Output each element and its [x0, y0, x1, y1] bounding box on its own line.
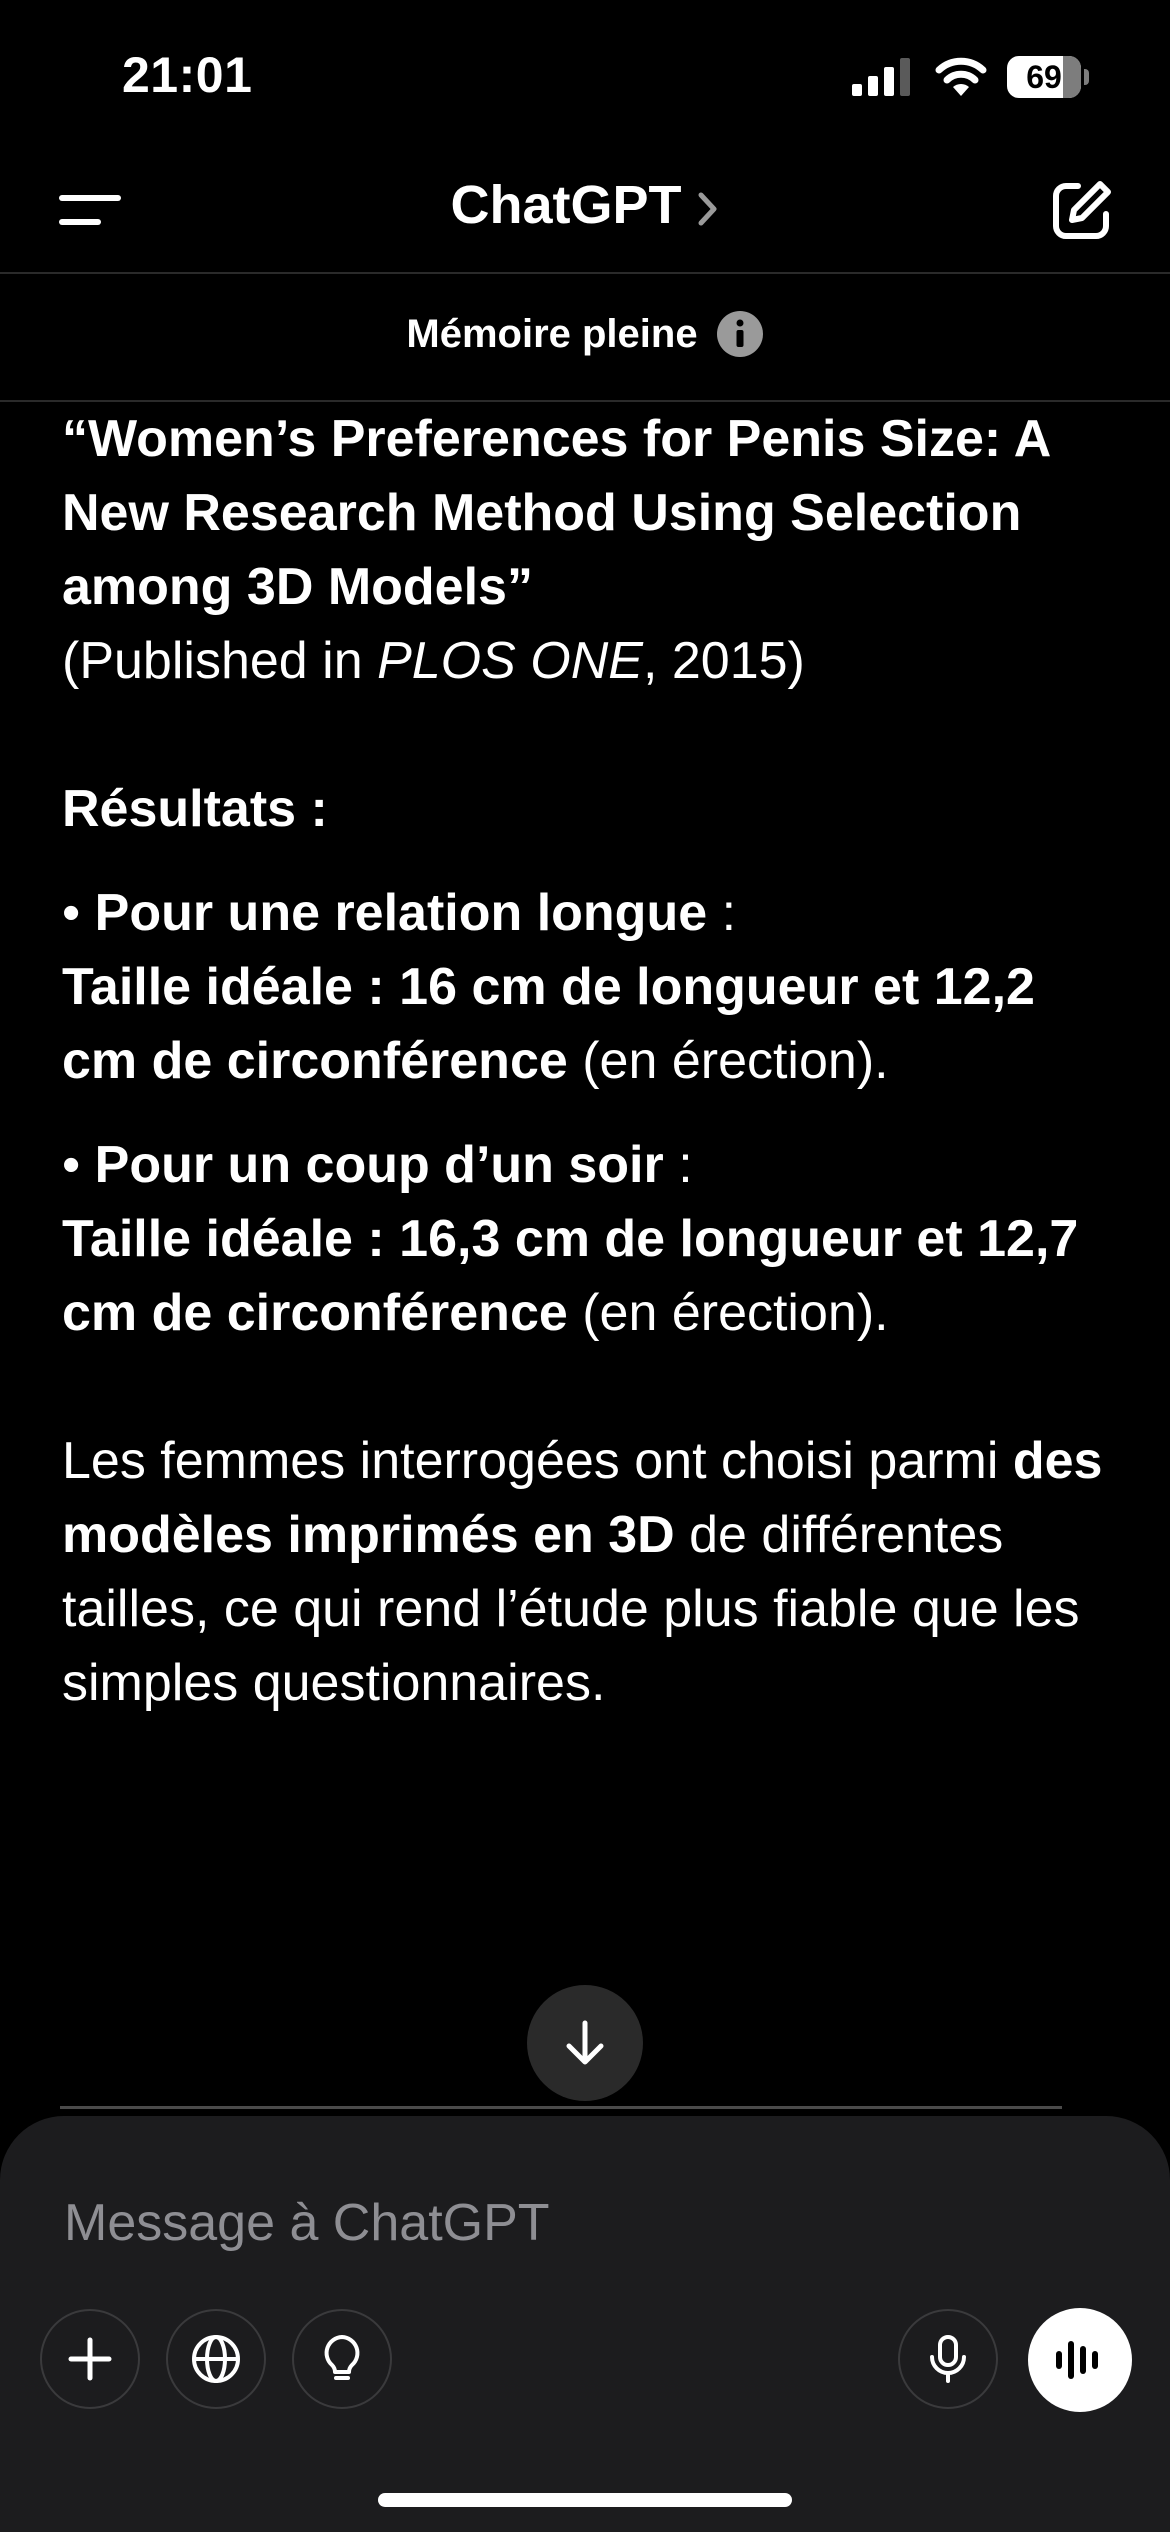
new-chat-icon: [1046, 176, 1116, 246]
reason-button[interactable]: [292, 2309, 392, 2409]
arrow-down-icon: [557, 2015, 613, 2071]
result-one-night: • Pour un coup d’un soir : Taille idéale : 16,3 cm de longueur et 12,7 cm de circonférence (en érection).: [62, 1136, 1079, 1342]
battery-level: 69: [1026, 59, 1062, 95]
plus-icon: [65, 2334, 115, 2384]
scroll-down-button[interactable]: [527, 1985, 643, 2101]
study-title: “Women’s Preferences for Penis Size: A New Research Method Using Selection among 3D Models”: [62, 410, 1050, 616]
attach-button[interactable]: [40, 2309, 140, 2409]
lightbulb-icon: [314, 2331, 370, 2387]
divider: [60, 2106, 1062, 2109]
page-title: ChatGPT: [450, 175, 682, 235]
search-web-button[interactable]: [166, 2309, 266, 2409]
status-time: 21:01: [122, 47, 253, 103]
info-icon: [716, 310, 764, 358]
message-input[interactable]: [64, 2178, 1104, 2268]
dictation-button[interactable]: [898, 2309, 998, 2409]
battery-icon: [1007, 56, 1089, 98]
status-bar: [0, 0, 1170, 150]
method-paragraph: Les femmes interrogées ont choisi parmi des modèles imprimés en 3D de différentes tailles, ce qui rend l’étude plus fiable que les simples questionnaires.: [62, 1432, 1103, 1712]
voice-mode-button[interactable]: [1028, 2308, 1132, 2412]
new-chat-button[interactable]: [1046, 176, 1116, 246]
memory-label: Mémoire pleine: [406, 311, 698, 356]
publication-info: (Published in PLOS ONE, 2015): [62, 632, 805, 690]
globe-icon: [188, 2331, 244, 2387]
assistant-message: [62, 402, 1112, 1720]
memory-banner[interactable]: [0, 274, 1170, 402]
result-long-relation: • Pour une relation longue : Taille idéale : 16 cm de longueur et 12,2 cm de circonférence (en érection).: [62, 884, 1035, 1090]
signal-icon: [852, 58, 912, 96]
results-heading: Résultats :: [62, 780, 328, 838]
journal-name: PLOS ONE: [377, 632, 643, 690]
chevron-right-icon: [696, 189, 720, 229]
wifi-icon: [935, 56, 987, 96]
voice-mode-icon: [1050, 2330, 1110, 2390]
nav-bar: [0, 150, 1170, 274]
microphone-icon: [920, 2331, 976, 2387]
model-selector[interactable]: [0, 174, 1170, 236]
home-indicator: [378, 2493, 792, 2507]
composer: [0, 2116, 1170, 2532]
